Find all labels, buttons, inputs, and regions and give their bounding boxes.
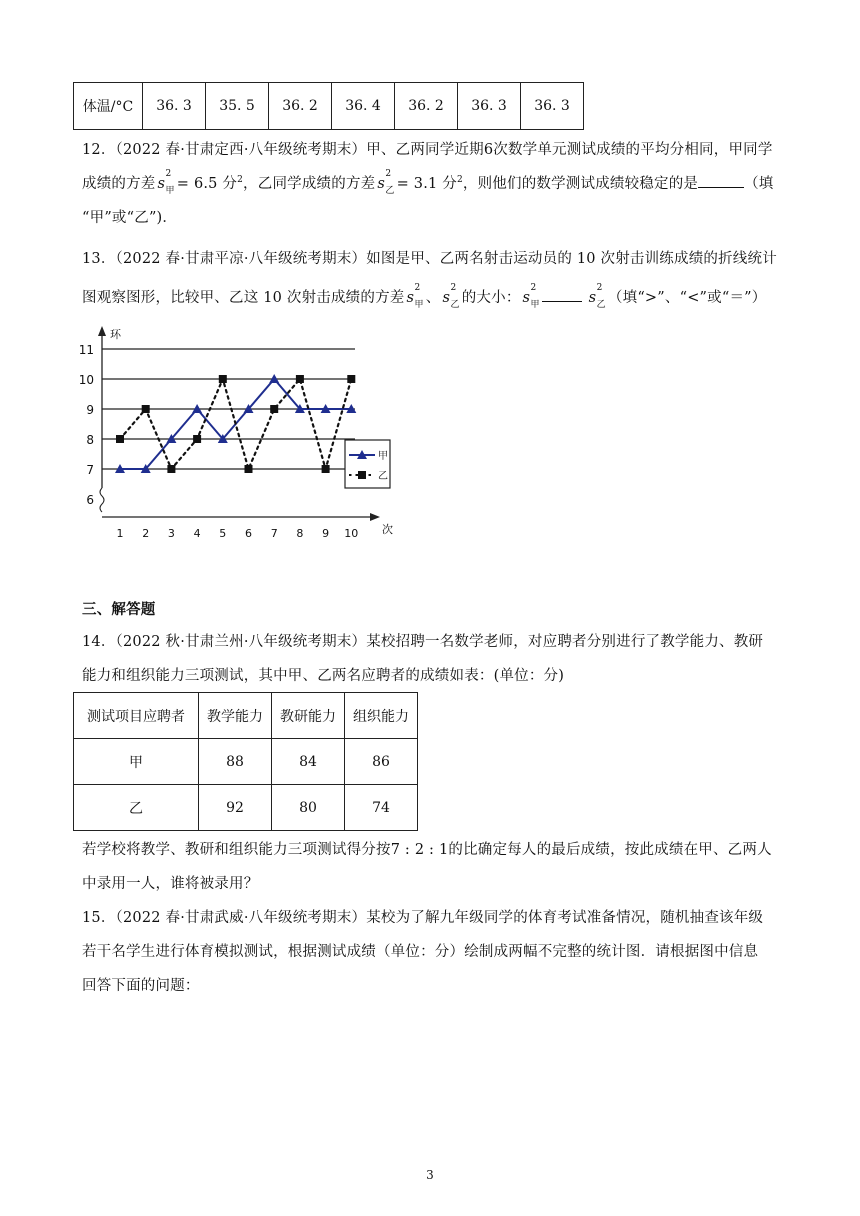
q12-line1: 12．（2022 春·甘肃定西·八年级统考期末）甲、乙两同学近期6次数学单元测试成绩的平均分相同，甲同学: [82, 142, 773, 158]
q14-after2: 中录用一人，谁将被录用？: [82, 876, 259, 892]
shooting-scores-line-chart: [70, 322, 393, 544]
legend-marker: [358, 471, 366, 479]
x-tick-label: 7: [270, 527, 278, 540]
q12-line2: 成绩的方差 s 2 甲 = 6.5 分$^2$，乙同学成绩的方差 s 2 乙 = 3.1 分$^2$，则他们的数学测试成绩较稳定的是 （填: [82, 169, 774, 196]
y-axis-arrow: [98, 326, 106, 336]
data-point: [219, 375, 227, 383]
legend-label: 乙: [378, 471, 388, 482]
data-point: [270, 405, 278, 413]
table-cell: 88: [199, 739, 272, 785]
x-axis-arrow: [370, 513, 380, 521]
q12-text-a: 成绩的方差: [82, 176, 156, 192]
temperature-header: 体温/°C: [74, 83, 143, 130]
temperature-value: 36. 4: [332, 83, 395, 130]
legend-label: 甲: [378, 451, 388, 462]
data-point: [193, 435, 201, 443]
q15-line1: 15．（2022 春·甘肃武威·八年级统考期末）某校为了解九年级同学的体育考试准备情况，随机抽查该年级: [82, 910, 764, 926]
q14-after1: 若学校将教学、教研和组织能力三项测试得分按7 : 2 : 1的比确定每人的最后成绩，按此成绩在甲、乙两人: [82, 842, 772, 858]
table-cell: 74: [345, 785, 418, 831]
q15-line2: 若干名学生进行体育模拟测试，根据测试成绩（单位：分）绘制成两幅不完整的统计图．请根据图中信息: [82, 944, 759, 960]
variance-jia-symbol: s 2 甲: [522, 283, 540, 310]
data-point: [322, 465, 330, 473]
x-tick-label: 8: [296, 527, 304, 540]
q14-line2: 能力和组织能力三项测试，其中甲、乙两名应聘者的成绩如表：(单位：分): [82, 668, 565, 684]
q13-line2: 图观察图形，比较甲、乙这 10 次射击成绩的方差 s 2 甲 、 s 2 乙 的大小： s 2 甲 s 2 乙 （填“>”、“<”或“＝”）: [82, 283, 767, 310]
table-row: [74, 785, 418, 831]
temperature-value: 36. 2: [269, 83, 332, 130]
table-cell: 86: [345, 739, 418, 785]
temperature-value: 36. 3: [143, 83, 206, 130]
variance-yi-symbol: s 2 乙: [442, 283, 460, 310]
data-point: [167, 465, 175, 473]
x-tick-label: 6: [245, 527, 252, 540]
temperature-table: [73, 82, 584, 130]
temperature-value: 36. 2: [395, 83, 458, 130]
x-tick-label: 4: [193, 527, 201, 540]
q13-answer-blank[interactable]: [542, 287, 582, 302]
y-tick-label: 8: [86, 433, 94, 447]
x-axis-label: 次: [382, 523, 393, 536]
data-point: [296, 375, 304, 383]
data-point: [245, 465, 253, 473]
x-tick-label: 10: [344, 527, 359, 540]
y-tick-label: 7: [86, 463, 94, 477]
section-title: 三、解答题: [82, 601, 156, 618]
y-tick-label: 10: [78, 373, 94, 387]
q14-line1: 14．（2022 秋·甘肃兰州·八年级统考期末）某校招聘一名数学老师，对应聘者分别进行了教学能力、教研: [82, 634, 764, 650]
x-tick-label: 5: [219, 527, 227, 540]
q15-line3: 回答下面的问题：: [82, 978, 200, 994]
table-header: 教学能力: [199, 693, 272, 739]
q12-line3: “甲”或“乙”)．: [82, 210, 178, 226]
table-cell: 乙: [74, 785, 199, 831]
y-tick-label: 9: [86, 403, 94, 417]
data-point: [116, 435, 124, 443]
q12-text-e: ，则他们的数学测试成绩较稳定的是: [462, 176, 699, 192]
x-tick-label: 3: [167, 527, 175, 540]
temperature-value: 36. 3: [458, 83, 521, 130]
page-number: 3: [426, 1168, 434, 1182]
table-row: [74, 739, 418, 785]
table-cell: 84: [272, 739, 345, 785]
table-header: 组织能力: [345, 693, 418, 739]
variance-jia-symbol: s 2 甲: [157, 169, 175, 196]
table-header: 测试项目应聘者: [74, 693, 199, 739]
table-cell: 80: [272, 785, 345, 831]
variance-jia-symbol: s 2 甲: [406, 283, 424, 310]
temperature-value: 36. 3: [521, 83, 584, 130]
y-tick-label: 11: [78, 343, 94, 357]
q12-text-b: = 6.5 分: [176, 176, 238, 192]
q13-line1: 13．（2022 春·甘肃平凉·八年级统考期末）如图是甲、乙两名射击运动员的 10 次射击训练成绩的折线统计: [82, 251, 777, 267]
x-tick-label: 2: [142, 527, 150, 540]
x-tick-label: 9: [322, 527, 330, 540]
table-cell: 甲: [74, 739, 199, 785]
table-header: 教研能力: [272, 693, 345, 739]
q12-text-c: ，乙同学成绩的方差: [243, 176, 376, 192]
axis-break: [100, 488, 104, 512]
temperature-value: 35. 5: [206, 83, 269, 130]
variance-yi-symbol: s 2 乙: [588, 283, 606, 310]
data-point: [347, 375, 355, 383]
variance-yi-symbol: s 2 乙: [377, 169, 395, 196]
q12-answer-blank[interactable]: [698, 173, 744, 188]
q12-text-d: = 3.1 分: [396, 176, 457, 192]
series-line-yi: [120, 379, 351, 469]
y-tick-label: 6: [86, 493, 94, 507]
y-axis-label: 环: [110, 328, 121, 341]
x-tick-label: 1: [116, 527, 124, 540]
data-point: [142, 405, 150, 413]
table-cell: 92: [199, 785, 272, 831]
score-table: [73, 692, 418, 831]
q12-text-f: （填: [744, 176, 774, 192]
